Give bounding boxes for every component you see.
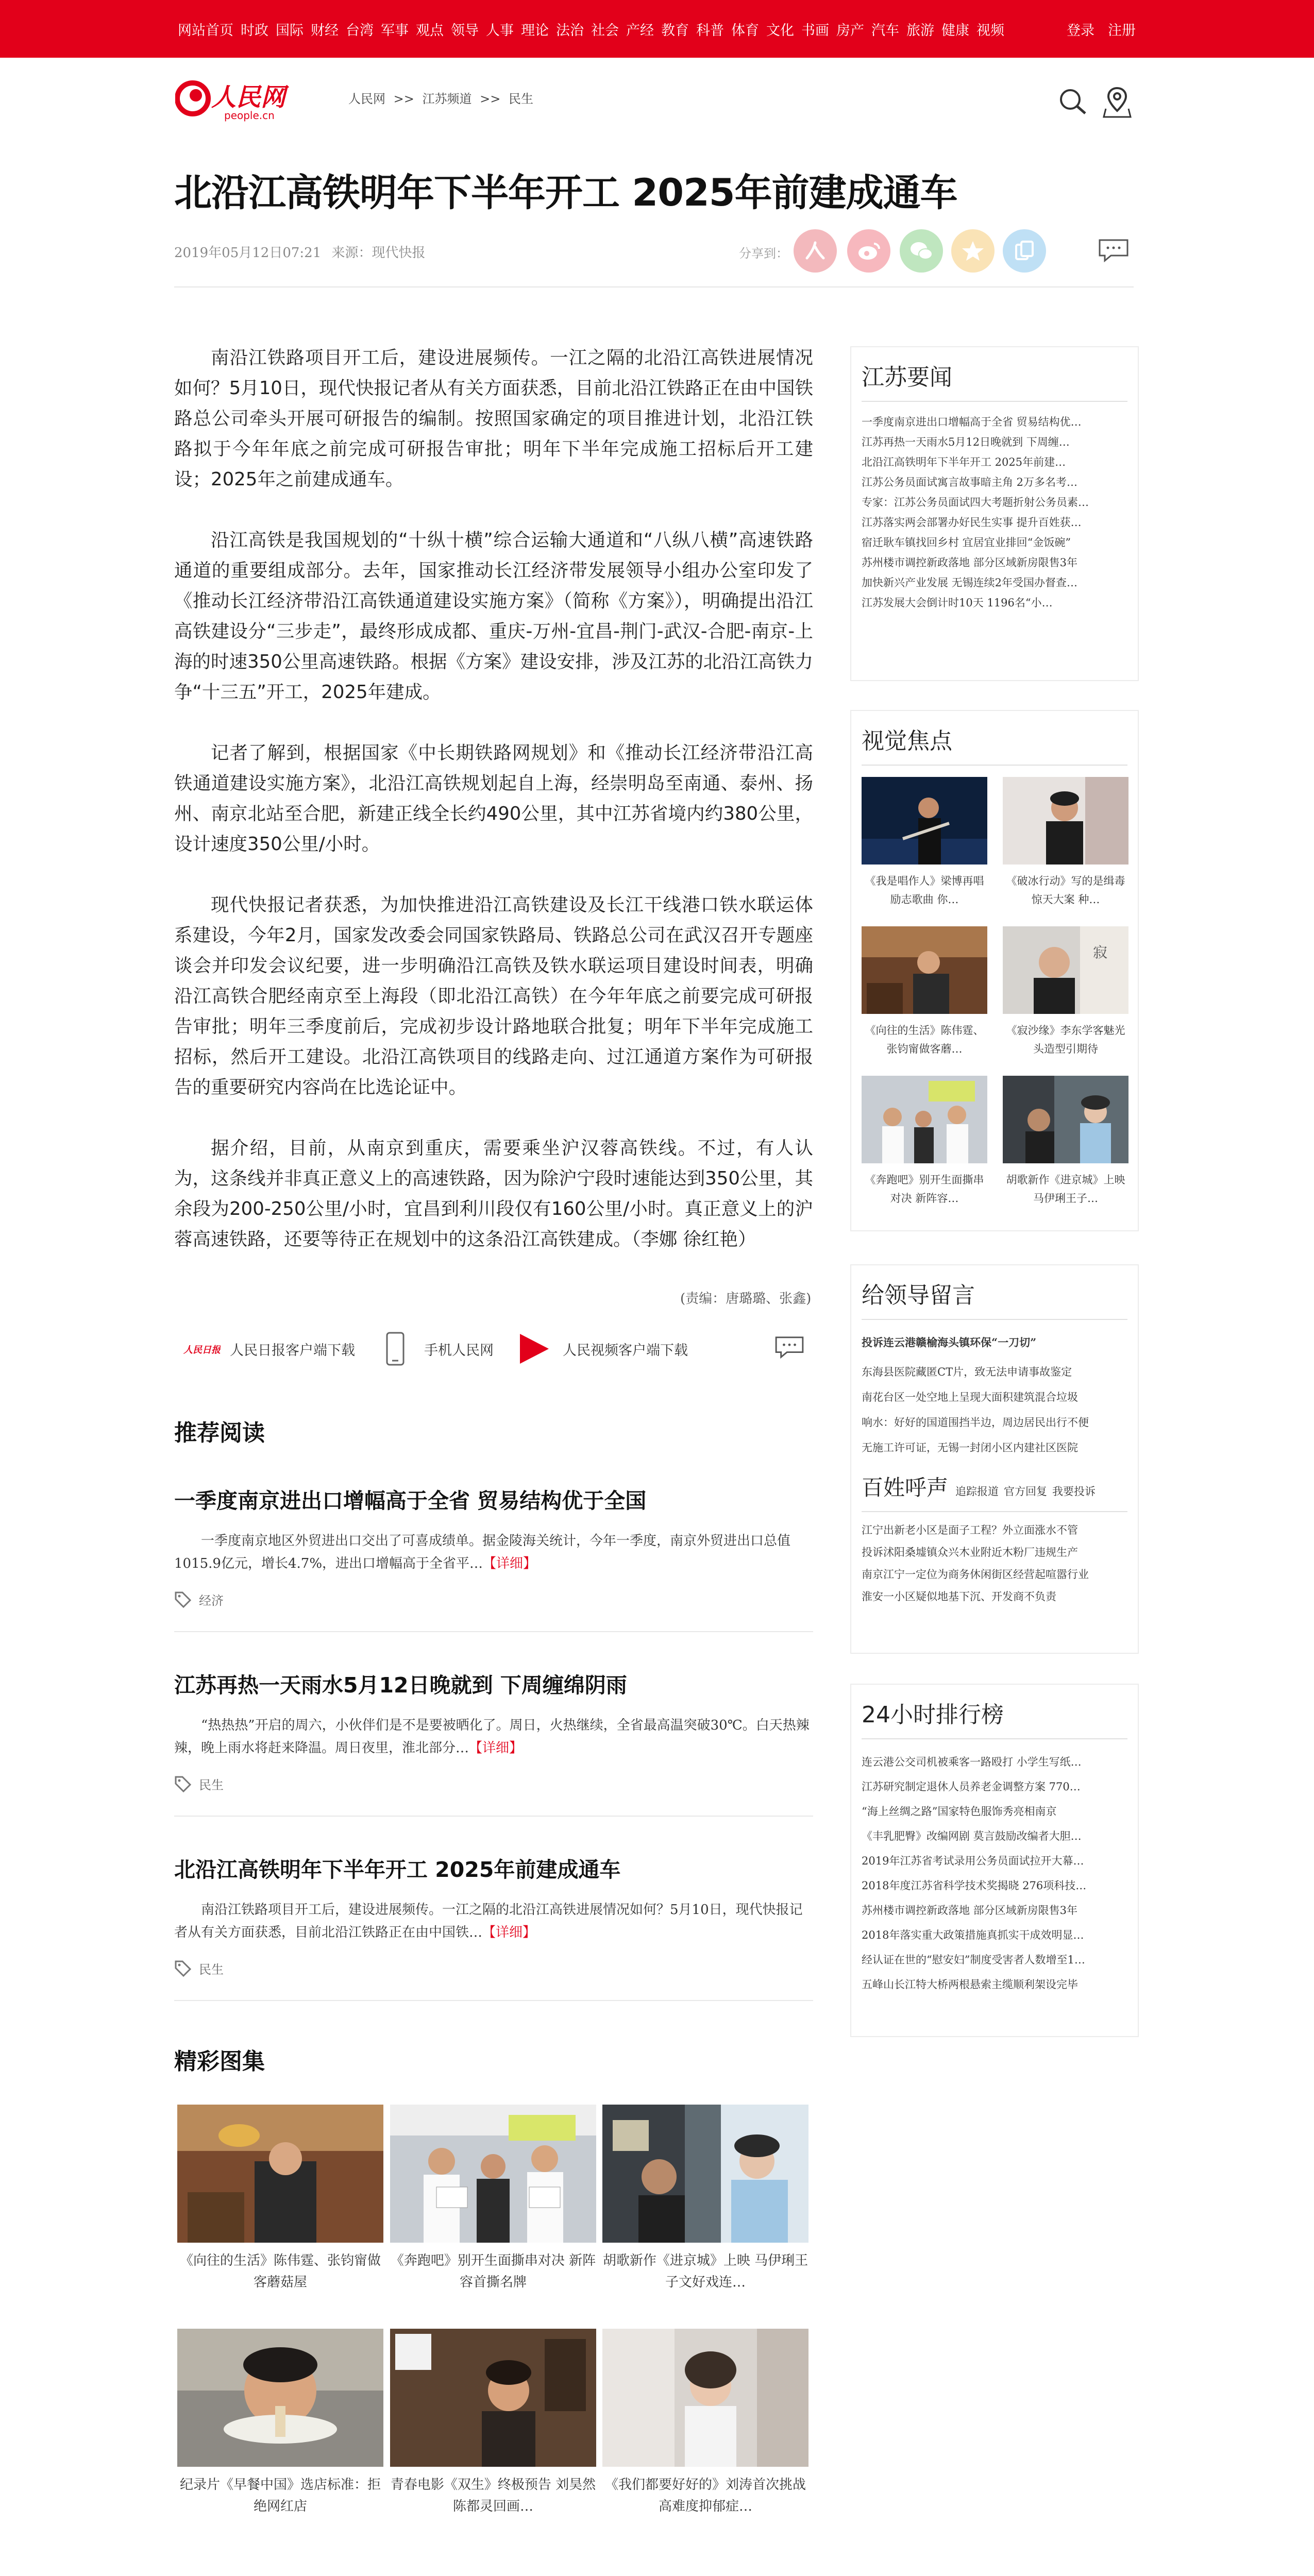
visual-focus-caption[interactable]: 《寂沙缘》李东学客魅光头造型引期待 [1006, 1024, 1125, 1055]
more-link[interactable]: 【详细】 [469, 1740, 523, 1756]
recommended-item-tag: 民生 [174, 1959, 813, 1977]
recommended-item-title[interactable]: 江苏再热一天雨水5月12日晚就到 下周缠绵阴雨 [174, 1673, 627, 1698]
visual-focus-caption[interactable]: 《奔跑吧》别开生面撕串对决 新阵容… [865, 1174, 984, 1205]
visual-focus-item[interactable] [862, 777, 987, 909]
public-voice-item[interactable]: 江宁出新老小区是面子工程？外立面涨水不管 [862, 1524, 1078, 1536]
gallery-item[interactable] [177, 2329, 383, 2517]
breadcrumb-minsheng[interactable]: 民生 [509, 92, 533, 106]
visual-focus-caption[interactable]: 《破冰行动》写的是缉毒惊天大案 种… [1006, 875, 1125, 906]
visual-focus-item[interactable] [1003, 926, 1128, 1058]
article-paragraph: 沿江高铁是我国规划的“十纵十横”综合运输大通道和“八纵八横”高速铁路通道的重要组成部分。去年，国家推动长江经济带发展领导小组办公室印发了《推动长江经济带沿江高铁通道建设实施方案》（简称《方案》），明确提出沿江高铁建设分“三步走”，最终形成成都、重庆-万州-宜昌-荆门-武汉-合肥-南京-上海的时速350公里高速铁路。根据《方案》建设安排，涉及江苏的北沿江高铁力争“十三五”开工，2025年建成。 [174, 530, 813, 703]
ranking-box [850, 1684, 1139, 2037]
gallery-item[interactable] [390, 2105, 596, 2293]
gallery-photo[interactable] [177, 2329, 383, 2467]
comment-icon[interactable] [774, 1335, 805, 1359]
recommended-item-summary: 一季度南京地区外贸进出口交出了可喜成绩单。据金陵海关统计，今年一季度，南京外贸进出口总值1015.9亿元，增长4.7%，进出口增幅高于全省平…【详细】 [174, 1533, 791, 1571]
nav-link[interactable]: 军事 [381, 22, 409, 39]
nav-link[interactable]: 书画 [801, 22, 829, 39]
top-nav [0, 0, 1314, 58]
nav-link[interactable]: 视频 [976, 22, 1004, 39]
more-link[interactable]: 【详细】 [483, 1556, 537, 1571]
recommended-item-title[interactable]: 一季度南京进出口增幅高于全省 贸易结构优于全国 [174, 1488, 647, 1513]
svg-text:人民网: 人民网 [211, 83, 286, 112]
visual-focus-photo[interactable] [862, 1076, 987, 1163]
gallery-caption[interactable]: 青春电影《双生》终极预告 刘昊然陈都灵回画… [390, 2477, 596, 2514]
people-daily-app-link[interactable]: 人民日报客户端下载 [230, 1342, 355, 1359]
jiangsu-news-item[interactable]: 江苏落实两会部署办好民生实事 提升百姓获… [862, 516, 1082, 529]
visual-focus-item[interactable] [862, 1076, 987, 1208]
tag-icon [174, 1775, 192, 1793]
ranking-item[interactable]: 苏州楼市调控新政落地 部分区域新房限售3年 [862, 1904, 1078, 1917]
mobile-phone-icon[interactable] [376, 1332, 415, 1366]
recommended-item-summary: “热热热”开启的周六，小伙伴们是不是要被晒化了。周日，火热继续，全省最高温突破30℃。白天热辣辣，晚上雨水将赶来降温。周日夜里，淮北部分…【详细】 [174, 1718, 810, 1756]
people-logo-icon [175, 75, 299, 124]
visual-focus-photo[interactable] [1003, 926, 1128, 1014]
nav-link[interactable]: 网站首页 [178, 22, 233, 39]
jiangsu-news-item[interactable]: 加快新兴产业发展 无锡连续2年受国办督查… [862, 577, 1078, 589]
qzone-star-icon [961, 240, 985, 262]
people-video-app-link[interactable]: 人民视频客户端下载 [563, 1342, 688, 1359]
leader-message-item[interactable]: 东海县医院藏匿CT片，致无法申请事故鉴定 [862, 1366, 1072, 1378]
share-qzone-button[interactable] [951, 229, 995, 273]
public-voice-title: 百姓呼声 [862, 1475, 949, 1500]
jiangsu-news-item[interactable]: 宿迁耿车镇找回乡村 宜居宜业排回“金饭碗” [862, 536, 1071, 549]
nav-link[interactable]: 健康 [941, 22, 969, 39]
leader-message-item[interactable]: 无施工许可证，无锡一封闭小区内建社区医院 [862, 1442, 1078, 1454]
people-daily-app-icon[interactable] [181, 1332, 221, 1366]
public-voice-section [851, 1471, 1138, 1608]
gallery-photo[interactable] [177, 2105, 383, 2243]
visual-focus-photo[interactable] [862, 777, 987, 865]
share-label: 分享到： [739, 246, 788, 261]
visual-focus-caption[interactable]: 《向往的生活》陈伟霆、张钧甯做客蘑… [865, 1024, 984, 1055]
nav-link[interactable]: 台湾 [346, 22, 374, 39]
public-voice-item[interactable]: 南京江宁一定位为商务休闲街区经营起喧嚣行业 [862, 1568, 1089, 1581]
nav-link[interactable]: 领导 [451, 22, 479, 39]
gallery-caption[interactable]: 纪录片《早餐中国》选店标准：拒绝网红店 [179, 2477, 381, 2514]
jiangsu-news-item[interactable]: 江苏发展大会倒计时10天 1196名“小… [862, 597, 1053, 609]
register-link[interactable]: 注册 [1108, 22, 1136, 39]
gallery-item[interactable] [177, 2105, 383, 2293]
visual-focus-box [850, 710, 1139, 1231]
gallery-title: 精彩图集 [174, 2048, 265, 2075]
article-source: 来源：现代快报 [331, 245, 426, 261]
recommended-item-summary: 南沿江铁路项目开工后，建设进展频传。一江之隔的北沿江高铁进展情况如何？5月10日，现代快报记者从有关方面获悉，目前北沿江铁路正在由中国铁…【详细】 [174, 1902, 803, 1940]
location-icon[interactable] [1102, 85, 1133, 116]
jiangsu-news-item[interactable]: 江苏公务员面试寓言故事暗主角 2万多名考… [862, 476, 1078, 488]
mobile-people-link[interactable]: 手机人民网 [424, 1342, 494, 1359]
divider [862, 1511, 1127, 1512]
leader-message-item[interactable]: 南花台区一处空地上呈现大面积建筑混合垃圾 [862, 1391, 1078, 1403]
divider [174, 1816, 813, 1817]
nav-link[interactable]: 教育 [661, 22, 689, 39]
recommended-item-tag: 民生 [174, 1775, 813, 1793]
divider [174, 2000, 813, 2001]
gallery-caption[interactable]: 《奔跑吧》别开生面撕串对决 新阵容首撕名牌 [390, 2253, 596, 2290]
top-nav-auth [1067, 0, 1149, 58]
recommended-item [174, 1853, 813, 2001]
share-people-button[interactable] [794, 229, 837, 273]
nav-link[interactable]: 人事 [486, 22, 514, 39]
gallery-item[interactable] [602, 2105, 808, 2293]
jiangsu-news-item[interactable]: 江苏再热一天雨水5月12日晚就到 下周缠… [862, 436, 1070, 448]
nav-link[interactable]: 旅游 [906, 22, 934, 39]
recommended-item-title[interactable]: 北沿江高铁明年下半年开工 2025年前建成通车 [174, 1857, 621, 1882]
more-link[interactable]: 【详细】 [482, 1925, 536, 1940]
gallery-item[interactable] [390, 2329, 596, 2517]
nav-link[interactable]: 理论 [521, 22, 549, 39]
jiangsu-news-item[interactable]: 专家：江苏公务员面试四大考题折射公务员素… [862, 496, 1089, 509]
visual-focus-title: 视觉焦点 [862, 728, 952, 754]
gallery-caption[interactable]: 胡歌新作《进京城》上映 马伊琍王子文好戏连… [602, 2253, 808, 2290]
ranking-item[interactable]: 五峰山长江特大桥两根悬索主缆顺利架设完毕 [862, 1978, 1078, 1991]
recommended-item [174, 1484, 813, 1632]
nav-link[interactable]: 国际 [276, 22, 304, 39]
nav-link[interactable]: 法治 [556, 22, 584, 39]
leader-message-headline[interactable]: 投诉连云港赣榆海头镇环保“一刀切” [862, 1336, 1037, 1349]
nav-link[interactable]: 房产 [836, 22, 864, 39]
article-paragraph: 据介绍，目前，从南京到重庆，需要乘坐沪汉蓉高铁线。不过，有人认为，这条线并非真正意义上的高速铁路，因为除沪宁段时速能达到350公里，其余段为200-250公里/小时，宜昌到利川段仅有160公里/小时。真正意义上的沪蓉高速铁路，还要等待正在规划中的这条沿江高铁建成。（李娜 徐红艳） [174, 1138, 813, 1250]
nav-link[interactable]: 时政 [241, 22, 268, 39]
jiangsu-news-item[interactable]: 一季度南京进出口增幅高于全省 贸易结构优… [862, 416, 1082, 428]
tag-icon [174, 1591, 192, 1608]
breadcrumb [348, 89, 537, 107]
share-wechat-button[interactable] [900, 229, 943, 273]
nav-link[interactable]: 观点 [416, 22, 444, 39]
wechat-icon [908, 240, 934, 262]
login-link[interactable]: 登录 [1067, 22, 1094, 39]
gallery-photo[interactable] [602, 2329, 808, 2467]
svg-text:寂: 寂 [1093, 944, 1108, 961]
gallery-caption[interactable]: 《我们都要好好的》刘涛首次挑战高难度抑郁症… [604, 2477, 806, 2514]
visual-focus-photo[interactable] [1003, 1076, 1128, 1163]
nav-link[interactable]: 财经 [311, 22, 339, 39]
nav-link[interactable]: 社会 [591, 22, 619, 39]
breadcrumb-home[interactable]: 人民网 [348, 92, 385, 106]
public-voice-item[interactable]: 投诉沭阳桑墟镇众兴木业附近木粉厂违规生产 [862, 1546, 1078, 1558]
complaint-link[interactable]: 我要投诉 [1052, 1485, 1096, 1498]
ranking-title: 24小时排行榜 [862, 1702, 1004, 1728]
gallery-photo[interactable] [390, 2105, 596, 2243]
recommended-item [174, 1668, 813, 1817]
ranking-item[interactable]: “海上丝绸之路”国家特色服饰秀亮相南京 [862, 1805, 1057, 1818]
share-copy-button[interactable] [1003, 229, 1046, 273]
ranking-item[interactable]: 《丰乳肥臀》改编网剧 莫言鼓励改编者大胆… [862, 1830, 1082, 1842]
comment-icon[interactable] [1098, 238, 1130, 263]
weibo-icon [856, 241, 881, 261]
leader-message-box [850, 1264, 1139, 1654]
visual-focus-photo[interactable] [862, 926, 987, 1014]
leader-message-item[interactable]: 响水：好好的国道围挡半边，周边居民出行不便 [862, 1416, 1089, 1429]
ranking-item[interactable]: 2018年落实重大政策措施真抓实干成效明显… [862, 1929, 1084, 1941]
article-title: 北沿江高铁明年下半年开工 2025年前建成通车 [174, 171, 957, 215]
visual-focus-grid [851, 766, 1138, 1205]
article-editor: (责编：唐璐璐、张鑫) [680, 1291, 812, 1307]
article-paragraph: 记者了解到，根据国家《中长期铁路网规划》和《推动长江经济带沿江高铁通道建设实施方案》，北沿江高铁规划起自上海，经崇明岛至南通、泰州、扬州、南京北站至合肥，新建正线全长约490公里，其中江苏省境内约380公里，设计速度350公里/小时。 [174, 742, 813, 855]
nav-link[interactable]: 汽车 [871, 22, 899, 39]
recommended-item-tag: 经济 [174, 1590, 813, 1608]
gallery-item[interactable] [602, 2329, 808, 2517]
ranking-item[interactable]: 2019年江苏省考试录用公务员面试拉开大幕… [862, 1855, 1084, 1867]
app-download-links [181, 1327, 709, 1371]
svg-text:people.cn: people.cn [224, 109, 275, 122]
visual-focus-item[interactable] [1003, 1076, 1128, 1208]
breadcrumb-jiangsu[interactable]: 江苏频道 [422, 92, 472, 106]
ranking-item[interactable]: 连云港公交司机被乘客一路殴打 小学生写纸… [862, 1756, 1082, 1768]
top-nav-links [178, 0, 1012, 58]
ranking-item[interactable]: 江苏研究制定退休人员养老金调整方案 770… [862, 1781, 1081, 1793]
nav-link[interactable]: 科普 [696, 22, 724, 39]
jiangsu-news-item[interactable]: 北沿江高铁明年下半年开工 2025年前建… [862, 456, 1066, 468]
jiangsu-news-box [850, 346, 1139, 681]
article-body [174, 343, 813, 1285]
nav-link[interactable]: 文化 [766, 22, 794, 39]
gallery-photo[interactable] [602, 2105, 808, 2243]
search-icon[interactable] [1057, 87, 1088, 117]
ranking-item[interactable]: 经认证在世的“慰安妇”制度受害者人数增至1… [862, 1954, 1085, 1966]
title-divider [174, 286, 1134, 287]
visual-focus-item[interactable] [1003, 777, 1128, 909]
nav-link[interactable]: 体育 [731, 22, 759, 39]
article-paragraph: 现代快报记者获悉，为加快推进沿江高铁建设及长江干线港口铁水联运体系建设，今年2月，国家发改委会同国家铁路局、铁路总公司在武汉召开专题座谈会并印发会议纪要，进一步明确沿江高铁及铁水联运项目建设时间表，明确沿江高铁合肥经南京至上海段（即北沿江高铁）在今年年底之前要完成可研报告审批；明年三季度前后，完成初步设计路地联合批复；明年下半年完成施工招标，然后开工建设。北沿江高铁项目的线路走向、过江通道方案作为可研报告的重要研究内容尚在比选论证中。 [174, 894, 813, 1098]
breadcrumb-separator: >> [480, 92, 501, 106]
visual-focus-item[interactable] [862, 926, 987, 1058]
public-voice-header [862, 1471, 1127, 1502]
visual-focus-caption[interactable]: 胡歌新作《进京城》上映 马伊琍王子… [1006, 1174, 1125, 1205]
tag-icon [174, 1960, 192, 1977]
ranking-item[interactable]: 2018年度江苏省科学技术奖揭晓 276项科技… [862, 1879, 1087, 1892]
public-voice-item[interactable]: 淮安一小区疑似地基下沉、开发商不负责 [862, 1590, 1056, 1603]
gallery-caption[interactable]: 《向往的生活》陈伟霆、张钧甯做客蘑菇屋 [179, 2253, 381, 2290]
gallery-photo[interactable] [390, 2329, 596, 2467]
tracking-report-link[interactable]: 追踪报道 [955, 1485, 999, 1498]
official-reply-link[interactable]: 官方回复 [1004, 1485, 1048, 1498]
video-play-icon[interactable] [514, 1332, 553, 1366]
jiangsu-news-title: 江苏要闻 [862, 364, 952, 391]
article-date: 2019年05月12日07:21 [174, 245, 322, 261]
article-meta [174, 242, 432, 261]
article-paragraph: 南沿江铁路项目开工后，建设进展频传。一江之隔的北沿江高铁进展情况如何？5月10日，现代快报记者从有关方面获悉，目前北沿江铁路正在由中国铁路总公司牵头开展可研报告的编制。按照国家确定的项目推进计划，北沿江铁路拟于今年年底之前完成可研报告审批；明年下半年完成施工招标后开工建设；2025年之前建成通车。 [174, 347, 813, 490]
people-logo[interactable] [175, 75, 299, 124]
visual-focus-photo[interactable] [1003, 777, 1128, 865]
visual-focus-caption[interactable]: 《我是唱作人》梁博再唱励志歌曲 你… [865, 875, 984, 906]
leader-message-title: 给领导留言 [862, 1282, 975, 1309]
recommended-title: 推荐阅读 [174, 1420, 265, 1446]
jiangsu-news-item[interactable]: 苏州楼市调控新政落地 部分区域新房限售3年 [862, 556, 1078, 569]
people-share-icon [804, 240, 827, 262]
divider [174, 1631, 813, 1632]
svg-text:人民日报: 人民日报 [183, 1345, 221, 1355]
copy-icon [1014, 240, 1035, 262]
nav-link[interactable]: 产经 [626, 22, 654, 39]
breadcrumb-separator: >> [393, 92, 414, 106]
share-weibo-button[interactable] [847, 229, 890, 273]
